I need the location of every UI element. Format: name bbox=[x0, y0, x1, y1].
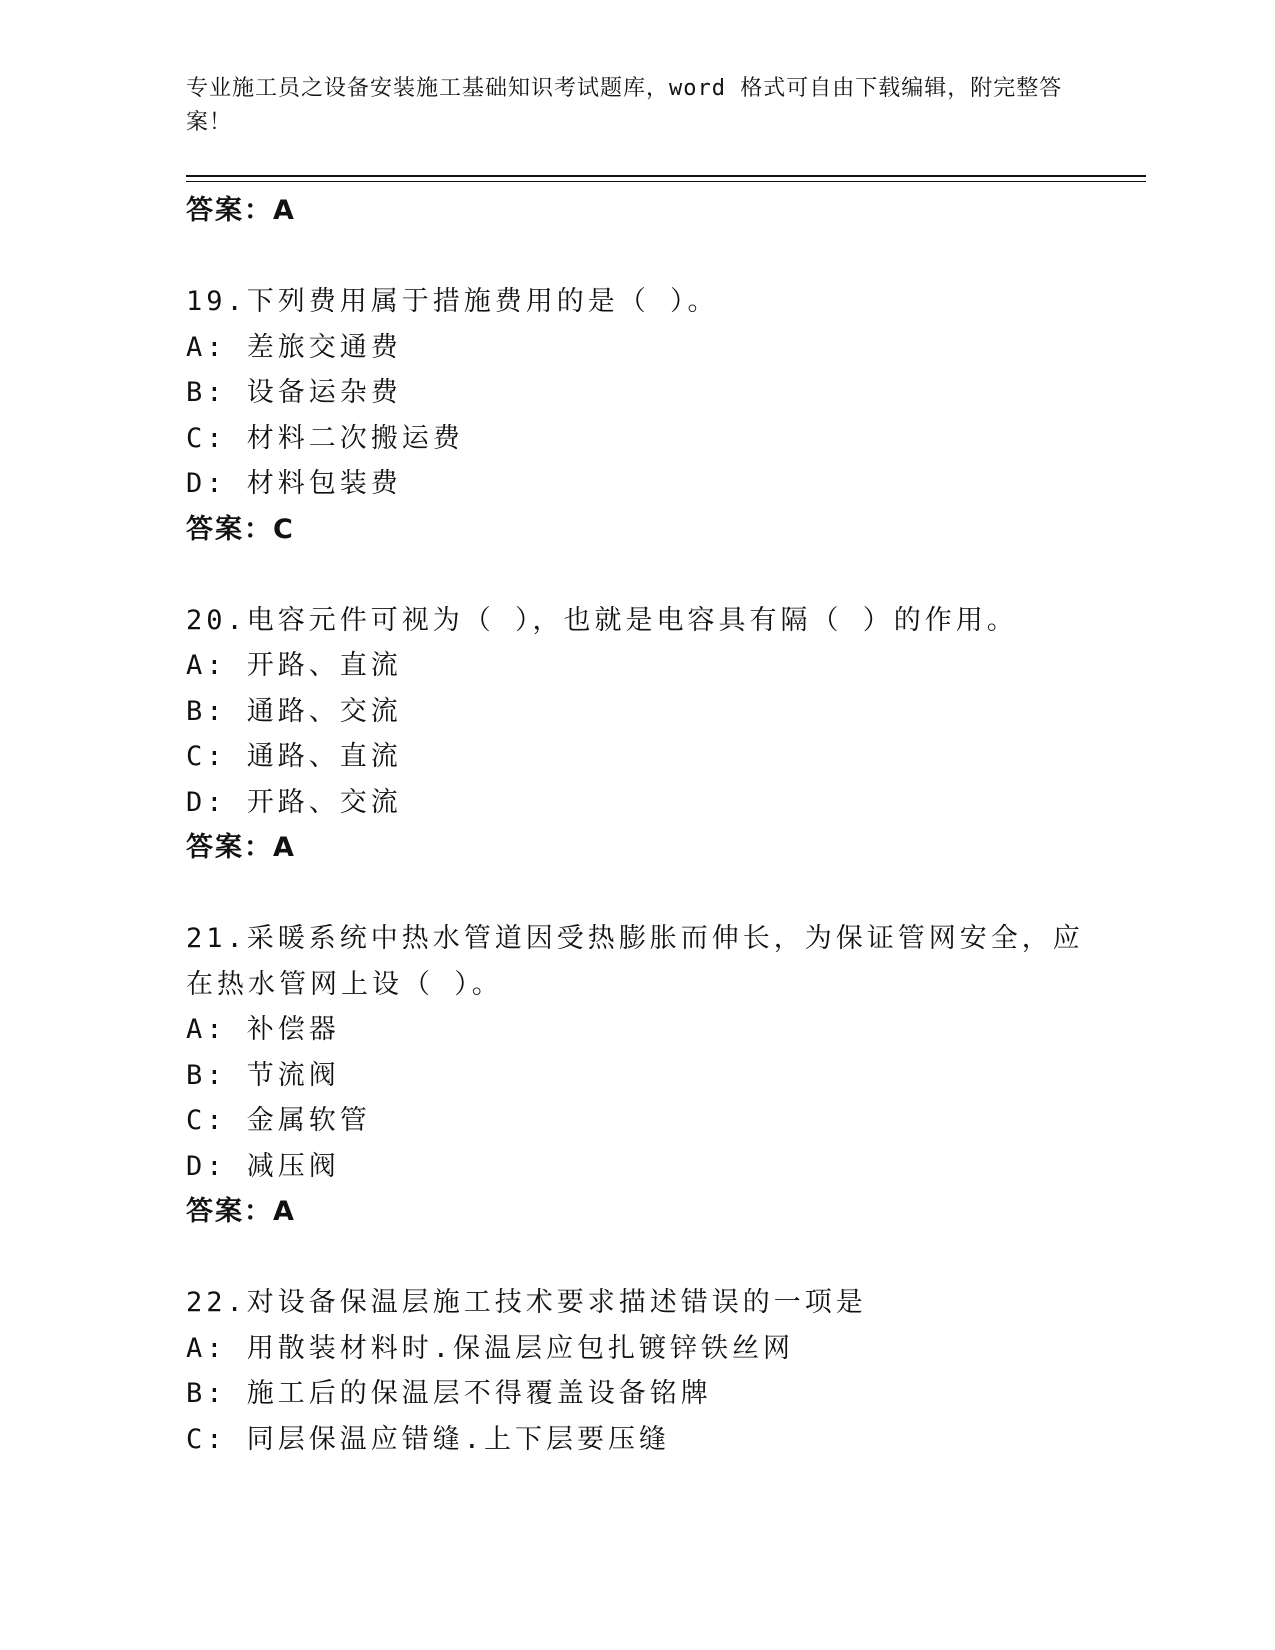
spacer bbox=[186, 1235, 1146, 1281]
question-block bbox=[186, 279, 1146, 552]
question-text: 21.采暖系统中热水管道因受热膨胀而伸长，为保证管网安全，应在热水管网上设（ ）。 bbox=[186, 923, 1084, 1000]
option-a: A: 补偿器 bbox=[186, 1014, 340, 1045]
spacer bbox=[186, 871, 1146, 917]
option-c: C: 材料二次搬运费 bbox=[186, 422, 464, 454]
option-a: A: 开路、直流 bbox=[186, 650, 402, 681]
option-d: D: 减压阀 bbox=[186, 1150, 340, 1182]
spacer bbox=[186, 234, 1146, 280]
question-list bbox=[186, 188, 1146, 1462]
option-d: D: 开路、交流 bbox=[186, 786, 402, 818]
question-block bbox=[186, 598, 1146, 871]
question-text: 19.下列费用属于措施费用的是（ ）。 bbox=[186, 286, 719, 317]
document-header bbox=[186, 72, 1066, 140]
option-c: C: 金属软管 bbox=[186, 1105, 371, 1136]
spacer bbox=[186, 552, 1146, 598]
answer-line: 答案：A bbox=[186, 195, 296, 226]
option-b: B: 设备运杂费 bbox=[186, 377, 402, 408]
option-b: B: 施工后的保温层不得覆盖设备铭牌 bbox=[186, 1378, 712, 1409]
answer-line: 答案：C bbox=[186, 513, 295, 545]
option-b: B: 节流阀 bbox=[186, 1059, 340, 1091]
option-a: A: 用散装材料时.保温层应包扎镀锌铁丝网 bbox=[186, 1332, 795, 1364]
option-c: C: 通路、直流 bbox=[186, 741, 402, 772]
question-block bbox=[186, 1280, 1146, 1462]
header-divider-thin bbox=[186, 181, 1146, 182]
question-text: 22.对设备保温层施工技术要求描述错误的一项是 bbox=[186, 1287, 867, 1318]
option-a: A: 差旅交通费 bbox=[186, 331, 402, 363]
question-block bbox=[186, 916, 1146, 1235]
option-c: C: 同层保温应错缝.上下层要压缝 bbox=[186, 1423, 671, 1455]
header-divider-thick bbox=[186, 175, 1146, 177]
answer-line: 答案：A bbox=[186, 832, 296, 863]
answer-line: 答案：A bbox=[186, 1196, 296, 1227]
option-d: D: 材料包装费 bbox=[186, 468, 402, 499]
header-text: 专业施工员之设备安装施工基础知识考试题库，word 格式可自由下载编辑，附完整答案！ bbox=[186, 76, 1063, 135]
option-b: B: 通路、交流 bbox=[186, 695, 402, 727]
question-text: 20.电容元件可视为（ ），也就是电容具有隔（ ）的作用。 bbox=[186, 604, 1018, 636]
